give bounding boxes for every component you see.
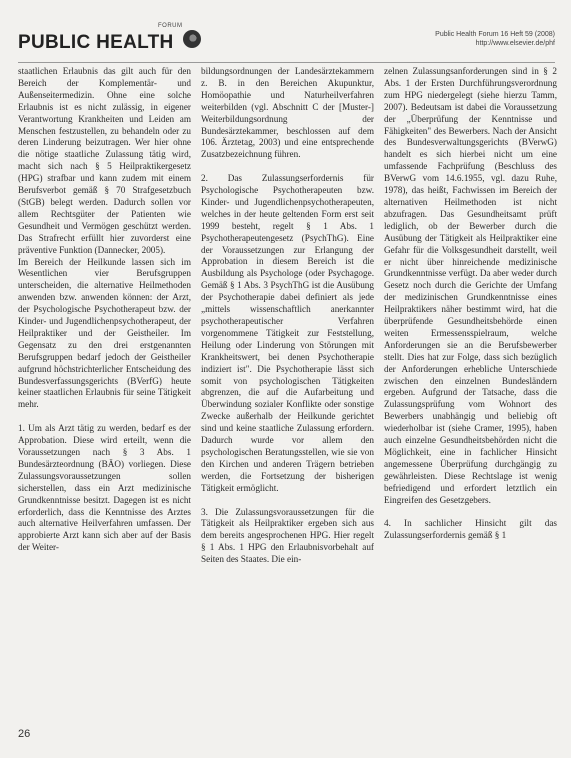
column-1 (18, 66, 191, 716)
paragraph: 2. Das Zulassungserfordernis für Psychologische Psychotherapeuten bzw. Kinder- und Jugendlichenpsychotherapeuten, welches in der heute geltenden Form erst seit 1999 besteht, regelt § 1 Abs. 1 Psychotherapeutengesetz (PsychThG). Eine der Voraussetzungen zur Erlangung der Approbation in diesem Bereich ist die Ausbildung als Psychologe (oder Psychagoge. Gemäß § 1 Abs. 3 PsychThG ist die Ausübung der Psychotherapie dabei definiert als jede „mittels wissenschaftlich anerkannter psychotherapeutischer Verfahren vorgenommene Tätigkeit zur Feststellung, Heilung oder Linderung von Störungen mit Krankheitswert, bei denen Psychotherapie indiziert ist". Die Psychotherapie lässt sich somit von psychologischen Tätigkeiten abgrenzen, die auf die Aufarbeitung und Überwindung sozialer Konflikte oder sonstige Zwecke außerhalb der Heilkunde gerichtet sind und keine staatliche Zulassung erfordern. Dadurch wurde vor allem den psychologischen Beratungsstellen, wie sie von den Kirchen und anderen Trägern betrieben werden, die Fortsetzung der bisherigen Tätigkeit ermöglicht. (201, 173, 374, 493)
paragraph: 1. Um als Arzt tätig zu werden, bedarf es der Approbation. Diese wird erteilt, wenn die Voraussetzungen nach § 3 Abs. 1 Bundesärzteordnung (BÄO) vorliegen. Diese Zulassungsvoraussetzungen sollen sicherstellen, dass ein Arzt medizinische Grundkenntnisse besitzt. Dagegen ist es nicht erforderlich, dass die Kenntnisse des Arztes auch alternative Heilverfahren umfassen. Der approbierte Arzt kann sich aber auf der Basis der Weiter- (18, 423, 191, 553)
journal-issue: Public Health Forum 16 Heft 59 (2008) (435, 31, 555, 38)
column-2 (201, 66, 374, 716)
paragraph: 3. Die Zulassungsvoraussetzungen für die Tätigkeit als Heilpraktiker ergeben sich aus dem bereits angesprochenen HPG. Hier regelt § 1 Abs. 1 HPG den Erlaubnisvorbehalt auf Seiten des Staates. Die ein- (201, 506, 374, 565)
journal-citation (435, 30, 555, 48)
paragraph: zelnen Zulassungsanforderungen sind in § 2 Abs. 1 der Ersten Durchführungsverordnung zum HPG niedergelegt (siehe hierzu Tamm, 2007). Bedeutsam ist dabei die Voraussetzung der „Überprüfung der Kenntnisse und Fähigkeiten" des Bewerbers. Nach der Ansicht des Bundesverwaltungsgerichts (BVerwG) handelt es sich hierbei nicht um eine umfassende Fachprüfung (Beschluss des BVerwG vom 14.6.1955, vgl. dazu Ruhe, 1978), das heißt, Fachwissen im Bereich der alternativen Heilmethoden ist nicht abzufragen. Das Gesundheitsamt prüft lediglich, ob der Bewerber durch die Ausübung der Tätigkeit als Heilpraktiker eine Gefahr für die Volksgesundheit darstellt, weil er nicht über hinreichende medizinische Grundkenntnisse verfügt. Da aber weder durch Gesetz noch durch die Gerichte der Umfang der medizinischen Grundkenntnisse eines Heilpraktikers näher bestimmt wird, hat die überprüfende Gesundheitsbehörde einen weiten Ermessensspielraum, welche Anforderungen sie an die Berufsbewerber stellt. Dies hat zur Folge, dass sich bezüglich der Anforderungen erhebliche Unterschiede zwischen den einzelnen Bundesländern ergeben. Aufgrund der Tatsache, dass die Zulassungsprüfung vom Wohnort des Bewerbers unabhängig und beliebig oft wiederholbar ist (siehe Cramer, 1995), haben auch einzelne Gesundheitsbehörden nicht die Möglichkeit, eine in fachlicher Hinsicht angemessene Überprüfung durchgängig zu gewährleisten. Diese Rechtslage ist wenig befriedigend und erfordert letztlich ein Eingreifen des Gesetzgebers. (384, 66, 557, 505)
logo-forum-label: FORUM (158, 23, 183, 29)
paragraph: staatlichen Erlaubnis das gilt auch für den Bereich der Komplementär- und Außenseitermedizin. Ohne eine solche Erlaubnis ist es nicht zulässig, in eigener Verantwortung Krankheiten und Leiden am Menschen festzustellen, zu behandeln oder zu deren Linderung beizutragen. Wer hier ohne die nötige staatliche Zulassung tätig wird, macht sich nach § 5 Heilpraktikergesetz (HPG) strafbar und kann zudem mit einem Berufsverbot gemäß § 70 Strafgesetzbuch (StGB) belegt werden. Dadurch sollen vor allem Rechtsgüter der Patienten wie Gesundheit und Vermögen geschützt werden. Das Strafrecht erfüllt hier zuvorderst eine präventive Funktion (Dannecker, 2005). (18, 66, 191, 255)
paragraph: 4. In sachlicher Hinsicht gilt das Zulassungserfordernis gemäß § 1 (384, 518, 557, 541)
header-rule (18, 62, 555, 63)
journal-url: http://www.elsevier.de/phf (475, 40, 555, 47)
page-header (18, 14, 555, 58)
article-body (18, 66, 558, 716)
column-3 (384, 66, 557, 716)
globe-icon (183, 30, 201, 48)
paragraph: Im Bereich der Heilkunde lassen sich im Wesentlichen vier Berufsgruppen unterscheiden, die alternative Heilmethoden anwenden bzw. anwenden können: der Arzt, der Psychologische Psychotherapeut bzw. der Kinder- und Jugendlichenpsychotherapeut, der Heilpraktiker und der Geistheiler. Im Gegensatz zu den drei erstgenannten Berufsgruppen bedarf jedoch der Geistheiler aufgrund höchstrichterlicher Entscheidung des Bundesverfassungsgerichts (BVerfG) heute keiner staatlichen Erlaubnis für seine Tätigkeit mehr. (18, 256, 191, 410)
paragraph: bildungsordnungen der Landesärztekammern z. B. in den Bereichen Akupunktur, Homöopathie und Naturheilverfahren weiterbilden (vgl. Abschnitt C der [Muster-] Weiterbildungsordnung der Bundesärztekammer, beschlossen auf dem 106. Ärztetag, 2003) und eine entsprechende Zusatzbezeichnung führen. (201, 66, 374, 160)
page-number: 26 (18, 728, 31, 740)
journal-logo: PUBLIC HEALTH (18, 32, 174, 53)
